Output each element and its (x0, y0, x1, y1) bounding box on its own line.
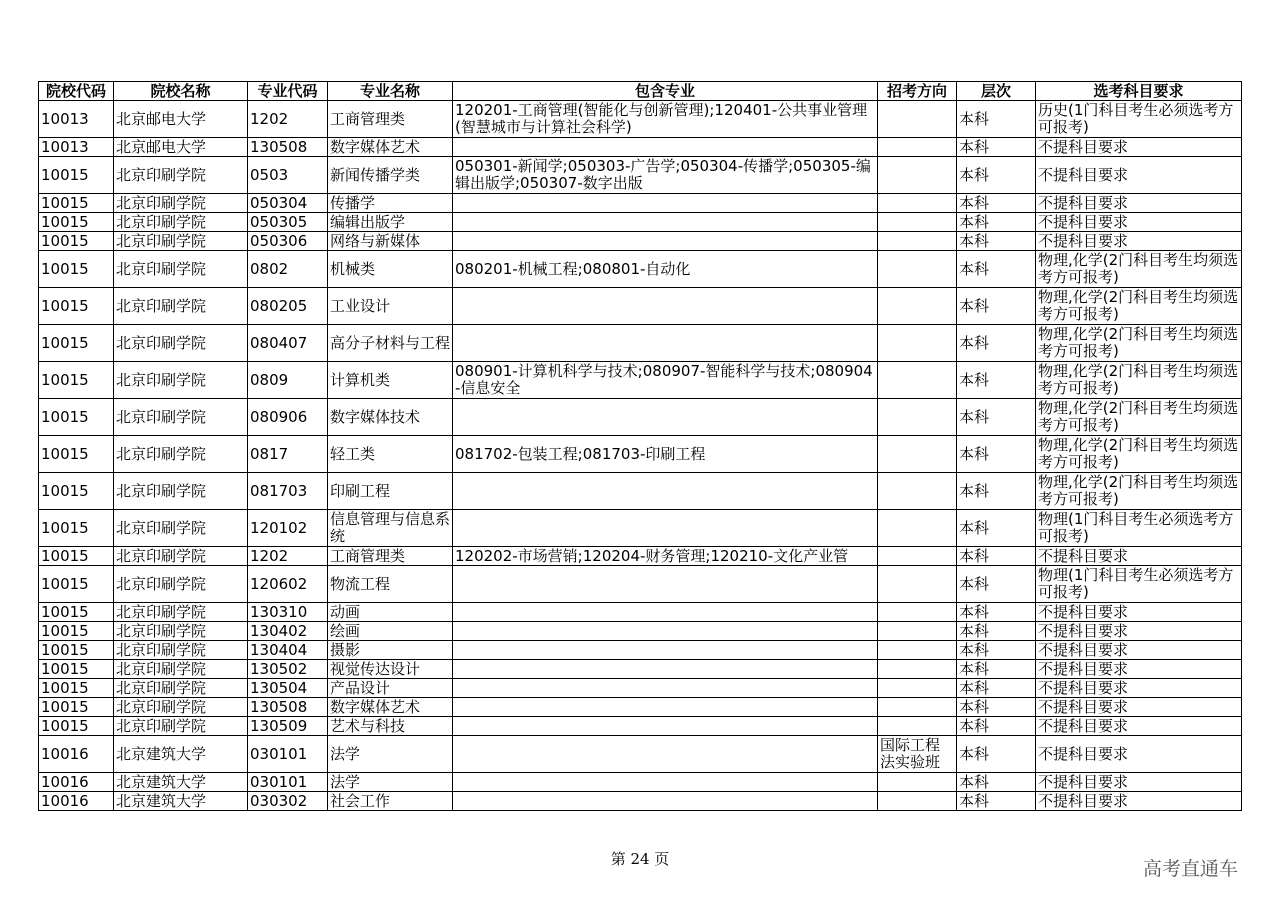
school-name-cell: 北京建筑大学 (114, 773, 248, 792)
direction-cell (878, 138, 957, 157)
major-name-cell: 信息管理与信息系统 (328, 510, 453, 547)
header-cell: 层次 (957, 82, 1036, 101)
table-row (39, 547, 1242, 566)
included-majors-cell (453, 399, 878, 436)
level-cell: 本科 (957, 288, 1036, 325)
subject-requirement-cell: 不提科目要求 (1036, 232, 1242, 251)
school-code-cell: 10015 (39, 510, 114, 547)
included-majors-cell (453, 510, 878, 547)
subject-requirement-cell: 物理,化学(2门科目考生均须选考方可报考) (1036, 473, 1242, 510)
table-body (39, 101, 1242, 811)
table-row (39, 736, 1242, 773)
school-name-cell: 北京印刷学院 (114, 157, 248, 194)
school-code-cell: 10015 (39, 157, 114, 194)
level-cell: 本科 (957, 213, 1036, 232)
school-name-cell: 北京印刷学院 (114, 698, 248, 717)
level-cell: 本科 (957, 679, 1036, 698)
major-code-cell: 080407 (248, 325, 328, 362)
major-name-cell: 工商管理类 (328, 547, 453, 566)
subject-requirement-cell: 不提科目要求 (1036, 698, 1242, 717)
school-code-cell: 10015 (39, 547, 114, 566)
school-name-cell: 北京印刷学院 (114, 660, 248, 679)
header-cell: 选考科目要求 (1036, 82, 1242, 101)
school-code-cell: 10015 (39, 603, 114, 622)
school-code-cell: 10015 (39, 436, 114, 473)
subject-requirement-cell: 物理(1门科目考生必须选考方可报考) (1036, 510, 1242, 547)
included-majors-cell (453, 194, 878, 213)
level-cell: 本科 (957, 362, 1036, 399)
included-majors-cell: 080901-计算机科学与技术;080907-智能科学与技术;080904-信息安全 (453, 362, 878, 399)
school-name-cell: 北京印刷学院 (114, 325, 248, 362)
school-code-cell: 10015 (39, 698, 114, 717)
subject-requirement-cell: 不提科目要求 (1036, 736, 1242, 773)
major-name-cell: 传播学 (328, 194, 453, 213)
included-majors-cell (453, 473, 878, 510)
major-name-cell: 数字媒体艺术 (328, 138, 453, 157)
school-name-cell: 北京印刷学院 (114, 362, 248, 399)
direction-cell (878, 399, 957, 436)
subject-requirement-cell: 不提科目要求 (1036, 213, 1242, 232)
major-name-cell: 视觉传达设计 (328, 660, 453, 679)
level-cell: 本科 (957, 157, 1036, 194)
school-code-cell: 10015 (39, 717, 114, 736)
header-row (39, 82, 1242, 101)
table-row (39, 641, 1242, 660)
school-code-cell: 10015 (39, 194, 114, 213)
subject-requirement-cell: 不提科目要求 (1036, 622, 1242, 641)
major-code-cell: 081703 (248, 473, 328, 510)
subject-requirement-cell: 历史(1门科目考生必须选考方可报考) (1036, 101, 1242, 138)
major-name-cell: 法学 (328, 773, 453, 792)
major-code-cell: 130310 (248, 603, 328, 622)
school-name-cell: 北京印刷学院 (114, 679, 248, 698)
header-cell: 院校代码 (39, 82, 114, 101)
school-code-cell: 10016 (39, 773, 114, 792)
level-cell: 本科 (957, 566, 1036, 603)
direction-cell (878, 622, 957, 641)
level-cell: 本科 (957, 603, 1036, 622)
school-code-cell: 10015 (39, 213, 114, 232)
direction-cell (878, 698, 957, 717)
major-name-cell: 计算机类 (328, 362, 453, 399)
school-name-cell: 北京建筑大学 (114, 792, 248, 811)
table-row (39, 660, 1242, 679)
major-name-cell: 物流工程 (328, 566, 453, 603)
table-row (39, 436, 1242, 473)
level-cell: 本科 (957, 194, 1036, 213)
major-code-cell: 0817 (248, 436, 328, 473)
table-row (39, 698, 1242, 717)
header-cell: 包含专业 (453, 82, 878, 101)
major-name-cell: 摄影 (328, 641, 453, 660)
school-name-cell: 北京印刷学院 (114, 399, 248, 436)
school-name-cell: 北京印刷学院 (114, 566, 248, 603)
level-cell: 本科 (957, 641, 1036, 660)
level-cell: 本科 (957, 792, 1036, 811)
watermark: 高考直通车 (1143, 858, 1239, 880)
table-row (39, 194, 1242, 213)
major-name-cell: 动画 (328, 603, 453, 622)
school-code-cell: 10015 (39, 622, 114, 641)
level-cell: 本科 (957, 436, 1036, 473)
major-code-cell: 0802 (248, 251, 328, 288)
school-code-cell: 10015 (39, 473, 114, 510)
major-code-cell: 080205 (248, 288, 328, 325)
included-majors-cell (453, 773, 878, 792)
major-code-cell: 050305 (248, 213, 328, 232)
subject-requirement-cell: 不提科目要求 (1036, 717, 1242, 736)
level-cell: 本科 (957, 717, 1036, 736)
school-name-cell: 北京印刷学院 (114, 510, 248, 547)
included-majors-cell (453, 603, 878, 622)
major-code-cell: 1202 (248, 547, 328, 566)
header-cell: 招考方向 (878, 82, 957, 101)
table-row (39, 773, 1242, 792)
major-code-cell: 080906 (248, 399, 328, 436)
table-row (39, 362, 1242, 399)
direction-cell: 国际工程法实验班 (878, 736, 957, 773)
table-row (39, 213, 1242, 232)
school-name-cell: 北京印刷学院 (114, 547, 248, 566)
table-row (39, 232, 1242, 251)
school-code-cell: 10016 (39, 736, 114, 773)
school-code-cell: 10015 (39, 325, 114, 362)
school-code-cell: 10015 (39, 660, 114, 679)
table-row (39, 101, 1242, 138)
subject-requirement-cell: 不提科目要求 (1036, 194, 1242, 213)
major-name-cell: 产品设计 (328, 679, 453, 698)
table-row (39, 399, 1242, 436)
included-majors-cell (453, 717, 878, 736)
school-name-cell: 北京邮电大学 (114, 101, 248, 138)
admission-table (38, 81, 1242, 811)
school-code-cell: 10015 (39, 288, 114, 325)
level-cell: 本科 (957, 399, 1036, 436)
major-code-cell: 030101 (248, 773, 328, 792)
major-code-cell: 130509 (248, 717, 328, 736)
table-row (39, 566, 1242, 603)
table-row (39, 473, 1242, 510)
major-name-cell: 高分子材料与工程 (328, 325, 453, 362)
subject-requirement-cell: 物理,化学(2门科目考生均须选考方可报考) (1036, 399, 1242, 436)
major-code-cell: 130502 (248, 660, 328, 679)
school-code-cell: 10013 (39, 138, 114, 157)
level-cell: 本科 (957, 251, 1036, 288)
major-name-cell: 数字媒体艺术 (328, 698, 453, 717)
direction-cell (878, 101, 957, 138)
major-name-cell: 数字媒体技术 (328, 399, 453, 436)
direction-cell (878, 660, 957, 679)
included-majors-cell (453, 288, 878, 325)
level-cell: 本科 (957, 325, 1036, 362)
major-name-cell: 网络与新媒体 (328, 232, 453, 251)
direction-cell (878, 288, 957, 325)
direction-cell (878, 566, 957, 603)
school-name-cell: 北京印刷学院 (114, 717, 248, 736)
level-cell: 本科 (957, 698, 1036, 717)
subject-requirement-cell: 物理,化学(2门科目考生均须选考方可报考) (1036, 362, 1242, 399)
direction-cell (878, 547, 957, 566)
direction-cell (878, 792, 957, 811)
included-majors-cell: 080201-机械工程;080801-自动化 (453, 251, 878, 288)
included-majors-cell (453, 566, 878, 603)
table-row (39, 251, 1242, 288)
table-row (39, 325, 1242, 362)
subject-requirement-cell: 不提科目要求 (1036, 773, 1242, 792)
school-code-cell: 10015 (39, 679, 114, 698)
school-name-cell: 北京印刷学院 (114, 622, 248, 641)
level-cell: 本科 (957, 773, 1036, 792)
major-name-cell: 工业设计 (328, 288, 453, 325)
subject-requirement-cell: 物理,化学(2门科目考生均须选考方可报考) (1036, 251, 1242, 288)
included-majors-cell (453, 698, 878, 717)
direction-cell (878, 717, 957, 736)
major-name-cell: 轻工类 (328, 436, 453, 473)
subject-requirement-cell: 不提科目要求 (1036, 660, 1242, 679)
direction-cell (878, 473, 957, 510)
included-majors-cell (453, 679, 878, 698)
level-cell: 本科 (957, 473, 1036, 510)
included-majors-cell (453, 622, 878, 641)
major-code-cell: 1202 (248, 101, 328, 138)
school-name-cell: 北京印刷学院 (114, 232, 248, 251)
school-code-cell: 10015 (39, 641, 114, 660)
major-code-cell: 050306 (248, 232, 328, 251)
table-row (39, 622, 1242, 641)
major-name-cell: 艺术与科技 (328, 717, 453, 736)
major-name-cell: 编辑出版学 (328, 213, 453, 232)
header-cell: 专业名称 (328, 82, 453, 101)
major-name-cell: 新闻传播学类 (328, 157, 453, 194)
direction-cell (878, 194, 957, 213)
major-code-cell: 130404 (248, 641, 328, 660)
major-code-cell: 0503 (248, 157, 328, 194)
subject-requirement-cell: 物理,化学(2门科目考生均须选考方可报考) (1036, 436, 1242, 473)
direction-cell (878, 603, 957, 622)
subject-requirement-cell: 物理,化学(2门科目考生均须选考方可报考) (1036, 325, 1242, 362)
direction-cell (878, 251, 957, 288)
major-code-cell: 130402 (248, 622, 328, 641)
major-code-cell: 130508 (248, 698, 328, 717)
included-majors-cell (453, 232, 878, 251)
included-majors-cell: 120201-工商管理(智能化与创新管理);120401-公共事业管理(智慧城市与计算社会科学) (453, 101, 878, 138)
included-majors-cell: 120202-市场营销;120204-财务管理;120210-文化产业管 (453, 547, 878, 566)
school-code-cell: 10016 (39, 792, 114, 811)
major-name-cell: 印刷工程 (328, 473, 453, 510)
included-majors-cell (453, 641, 878, 660)
school-name-cell: 北京印刷学院 (114, 473, 248, 510)
school-name-cell: 北京印刷学院 (114, 288, 248, 325)
major-code-cell: 030302 (248, 792, 328, 811)
level-cell: 本科 (957, 232, 1036, 251)
subject-requirement-cell: 物理,化学(2门科目考生均须选考方可报考) (1036, 288, 1242, 325)
included-majors-cell (453, 213, 878, 232)
major-code-cell: 130504 (248, 679, 328, 698)
table-row (39, 717, 1242, 736)
table-row (39, 792, 1242, 811)
level-cell: 本科 (957, 622, 1036, 641)
direction-cell (878, 679, 957, 698)
major-code-cell: 050304 (248, 194, 328, 213)
school-code-cell: 10015 (39, 399, 114, 436)
subject-requirement-cell: 不提科目要求 (1036, 679, 1242, 698)
subject-requirement-cell: 不提科目要求 (1036, 138, 1242, 157)
subject-requirement-cell: 不提科目要求 (1036, 792, 1242, 811)
major-name-cell: 法学 (328, 736, 453, 773)
direction-cell (878, 436, 957, 473)
direction-cell (878, 773, 957, 792)
school-code-cell: 10015 (39, 232, 114, 251)
direction-cell (878, 157, 957, 194)
school-code-cell: 10013 (39, 101, 114, 138)
major-code-cell: 120602 (248, 566, 328, 603)
major-code-cell: 120102 (248, 510, 328, 547)
major-code-cell: 130508 (248, 138, 328, 157)
subject-requirement-cell: 不提科目要求 (1036, 603, 1242, 622)
school-name-cell: 北京印刷学院 (114, 641, 248, 660)
direction-cell (878, 213, 957, 232)
level-cell: 本科 (957, 510, 1036, 547)
direction-cell (878, 362, 957, 399)
major-code-cell: 0809 (248, 362, 328, 399)
included-majors-cell (453, 325, 878, 362)
level-cell: 本科 (957, 736, 1036, 773)
level-cell: 本科 (957, 138, 1036, 157)
direction-cell (878, 325, 957, 362)
major-name-cell: 机械类 (328, 251, 453, 288)
direction-cell (878, 232, 957, 251)
major-name-cell: 工商管理类 (328, 101, 453, 138)
major-name-cell: 社会工作 (328, 792, 453, 811)
school-name-cell: 北京印刷学院 (114, 603, 248, 622)
header-cell: 院校名称 (114, 82, 248, 101)
direction-cell (878, 641, 957, 660)
header-cell: 专业代码 (248, 82, 328, 101)
table-row (39, 679, 1242, 698)
included-majors-cell (453, 660, 878, 679)
table-row (39, 288, 1242, 325)
school-name-cell: 北京印刷学院 (114, 194, 248, 213)
school-name-cell: 北京印刷学院 (114, 213, 248, 232)
major-name-cell: 绘画 (328, 622, 453, 641)
major-code-cell: 030101 (248, 736, 328, 773)
school-name-cell: 北京邮电大学 (114, 138, 248, 157)
school-name-cell: 北京印刷学院 (114, 251, 248, 288)
subject-requirement-cell: 不提科目要求 (1036, 547, 1242, 566)
included-majors-cell: 081702-包装工程;081703-印刷工程 (453, 436, 878, 473)
subject-requirement-cell: 物理(1门科目考生必须选考方可报考) (1036, 566, 1242, 603)
direction-cell (878, 510, 957, 547)
included-majors-cell (453, 736, 878, 773)
included-majors-cell: 050301-新闻学;050303-广告学;050304-传播学;050305-编辑出版学;050307-数字出版 (453, 157, 878, 194)
table-row (39, 157, 1242, 194)
level-cell: 本科 (957, 660, 1036, 679)
table-row (39, 510, 1242, 547)
table-row (39, 603, 1242, 622)
school-code-cell: 10015 (39, 566, 114, 603)
level-cell: 本科 (957, 547, 1036, 566)
subject-requirement-cell: 不提科目要求 (1036, 157, 1242, 194)
subject-requirement-cell: 不提科目要求 (1036, 641, 1242, 660)
school-name-cell: 北京建筑大学 (114, 736, 248, 773)
school-code-cell: 10015 (39, 251, 114, 288)
school-name-cell: 北京印刷学院 (114, 436, 248, 473)
school-code-cell: 10015 (39, 362, 114, 399)
level-cell: 本科 (957, 101, 1036, 138)
included-majors-cell (453, 138, 878, 157)
page-number: 第 24 页 (610, 850, 670, 868)
table-row (39, 138, 1242, 157)
included-majors-cell (453, 792, 878, 811)
